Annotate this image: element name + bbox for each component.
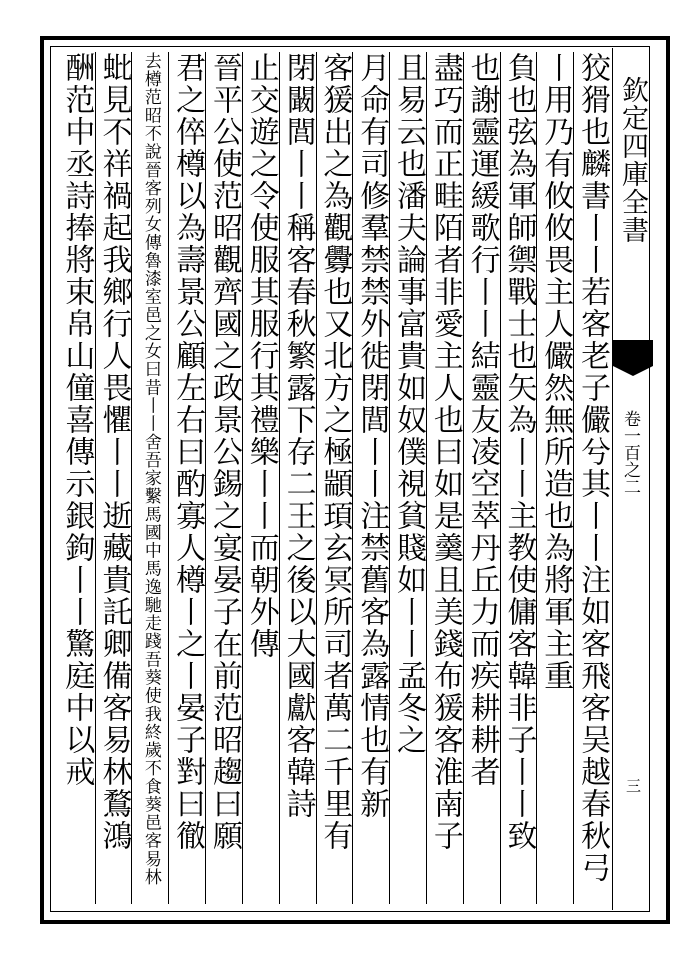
column-text: 君之倅樽以為壽景公顧左右曰酌寡人樽丨之丨晏子對曰徹 [170,52,206,852]
text-column [573,52,610,904]
fishtail-marker [613,340,653,366]
text-column [205,52,242,904]
text-column [536,52,573,904]
text-body [58,52,610,904]
column-text: 閉闞閭丨丨稱客春秋繁露下存二王之後以大國獻客韓詩 [280,52,316,820]
text-column [279,52,316,904]
column-text: 止交遊之令使服其服行其禮樂丨丨而朝外傳 [243,52,279,660]
column-text: 盡巧而正畦陌者非愛主人也曰如是羹且美錢布猨客淮南子 [427,52,463,852]
column-text: 酬范中丞詩捧將束帛山僮喜傳示銀鉤丨丨驚庭中以戒 [59,52,95,788]
text-column [352,52,389,904]
text-column [316,52,353,904]
column-text: 丨用乃有攸攸畏主人儼然無所造也為將軍主重 [538,52,574,692]
column-text: 負也弦為軍師禦戰士也矢為丨丨主教使傭客韓非子丨丨致 [501,52,537,852]
column-text: 客猨出之為觀釁也又北方之極顓頊玄冥所司者萬二千里有 [317,52,353,852]
text-column [58,52,95,904]
text-column [95,52,132,904]
text-column [131,52,168,904]
book-title: 欽定四庫全書 [617,76,648,244]
page-number: 三 [624,778,642,793]
column-text: 晉平公使范昭觀齊國之政景公錫之宴晏子在前范昭趨曰願 [206,52,242,852]
text-column [242,52,279,904]
text-column [168,52,205,904]
column-text: 去樽范昭不說晉客列女傳魯漆室邑之女曰昔丨丨舍吾家繫馬國中馬逸馳走踐吾葵使我終歲不食葵邑客易林 [140,52,161,887]
column-text: 且易云也潘夫論事富貴如奴僕視貧賤如丨丨孟冬之 [391,52,426,756]
column-text: 月命有司修羣禁禁外徙閉閭丨丨注禁舊客為露情也有新 [354,52,390,820]
fascicle-label: 卷一百之二 [620,410,640,495]
text-column [500,52,537,904]
center-margin-column [612,48,652,910]
column-text: 也謝靈運緩歌行丨丨結靈友凌空萃丹丘力而疾耕耕者 [464,52,500,788]
text-column [463,52,500,904]
text-column [389,52,426,904]
text-column [426,52,463,904]
column-text: 狡猾也麟書丨丨若客老子儼兮其丨丨注如客飛客吴越春秋弓 [575,52,610,884]
column-text: 蚍見不祥禍起我鄉行人畏懼丨丨逝藏貴託卿備客易林鶩鴻 [96,52,132,852]
